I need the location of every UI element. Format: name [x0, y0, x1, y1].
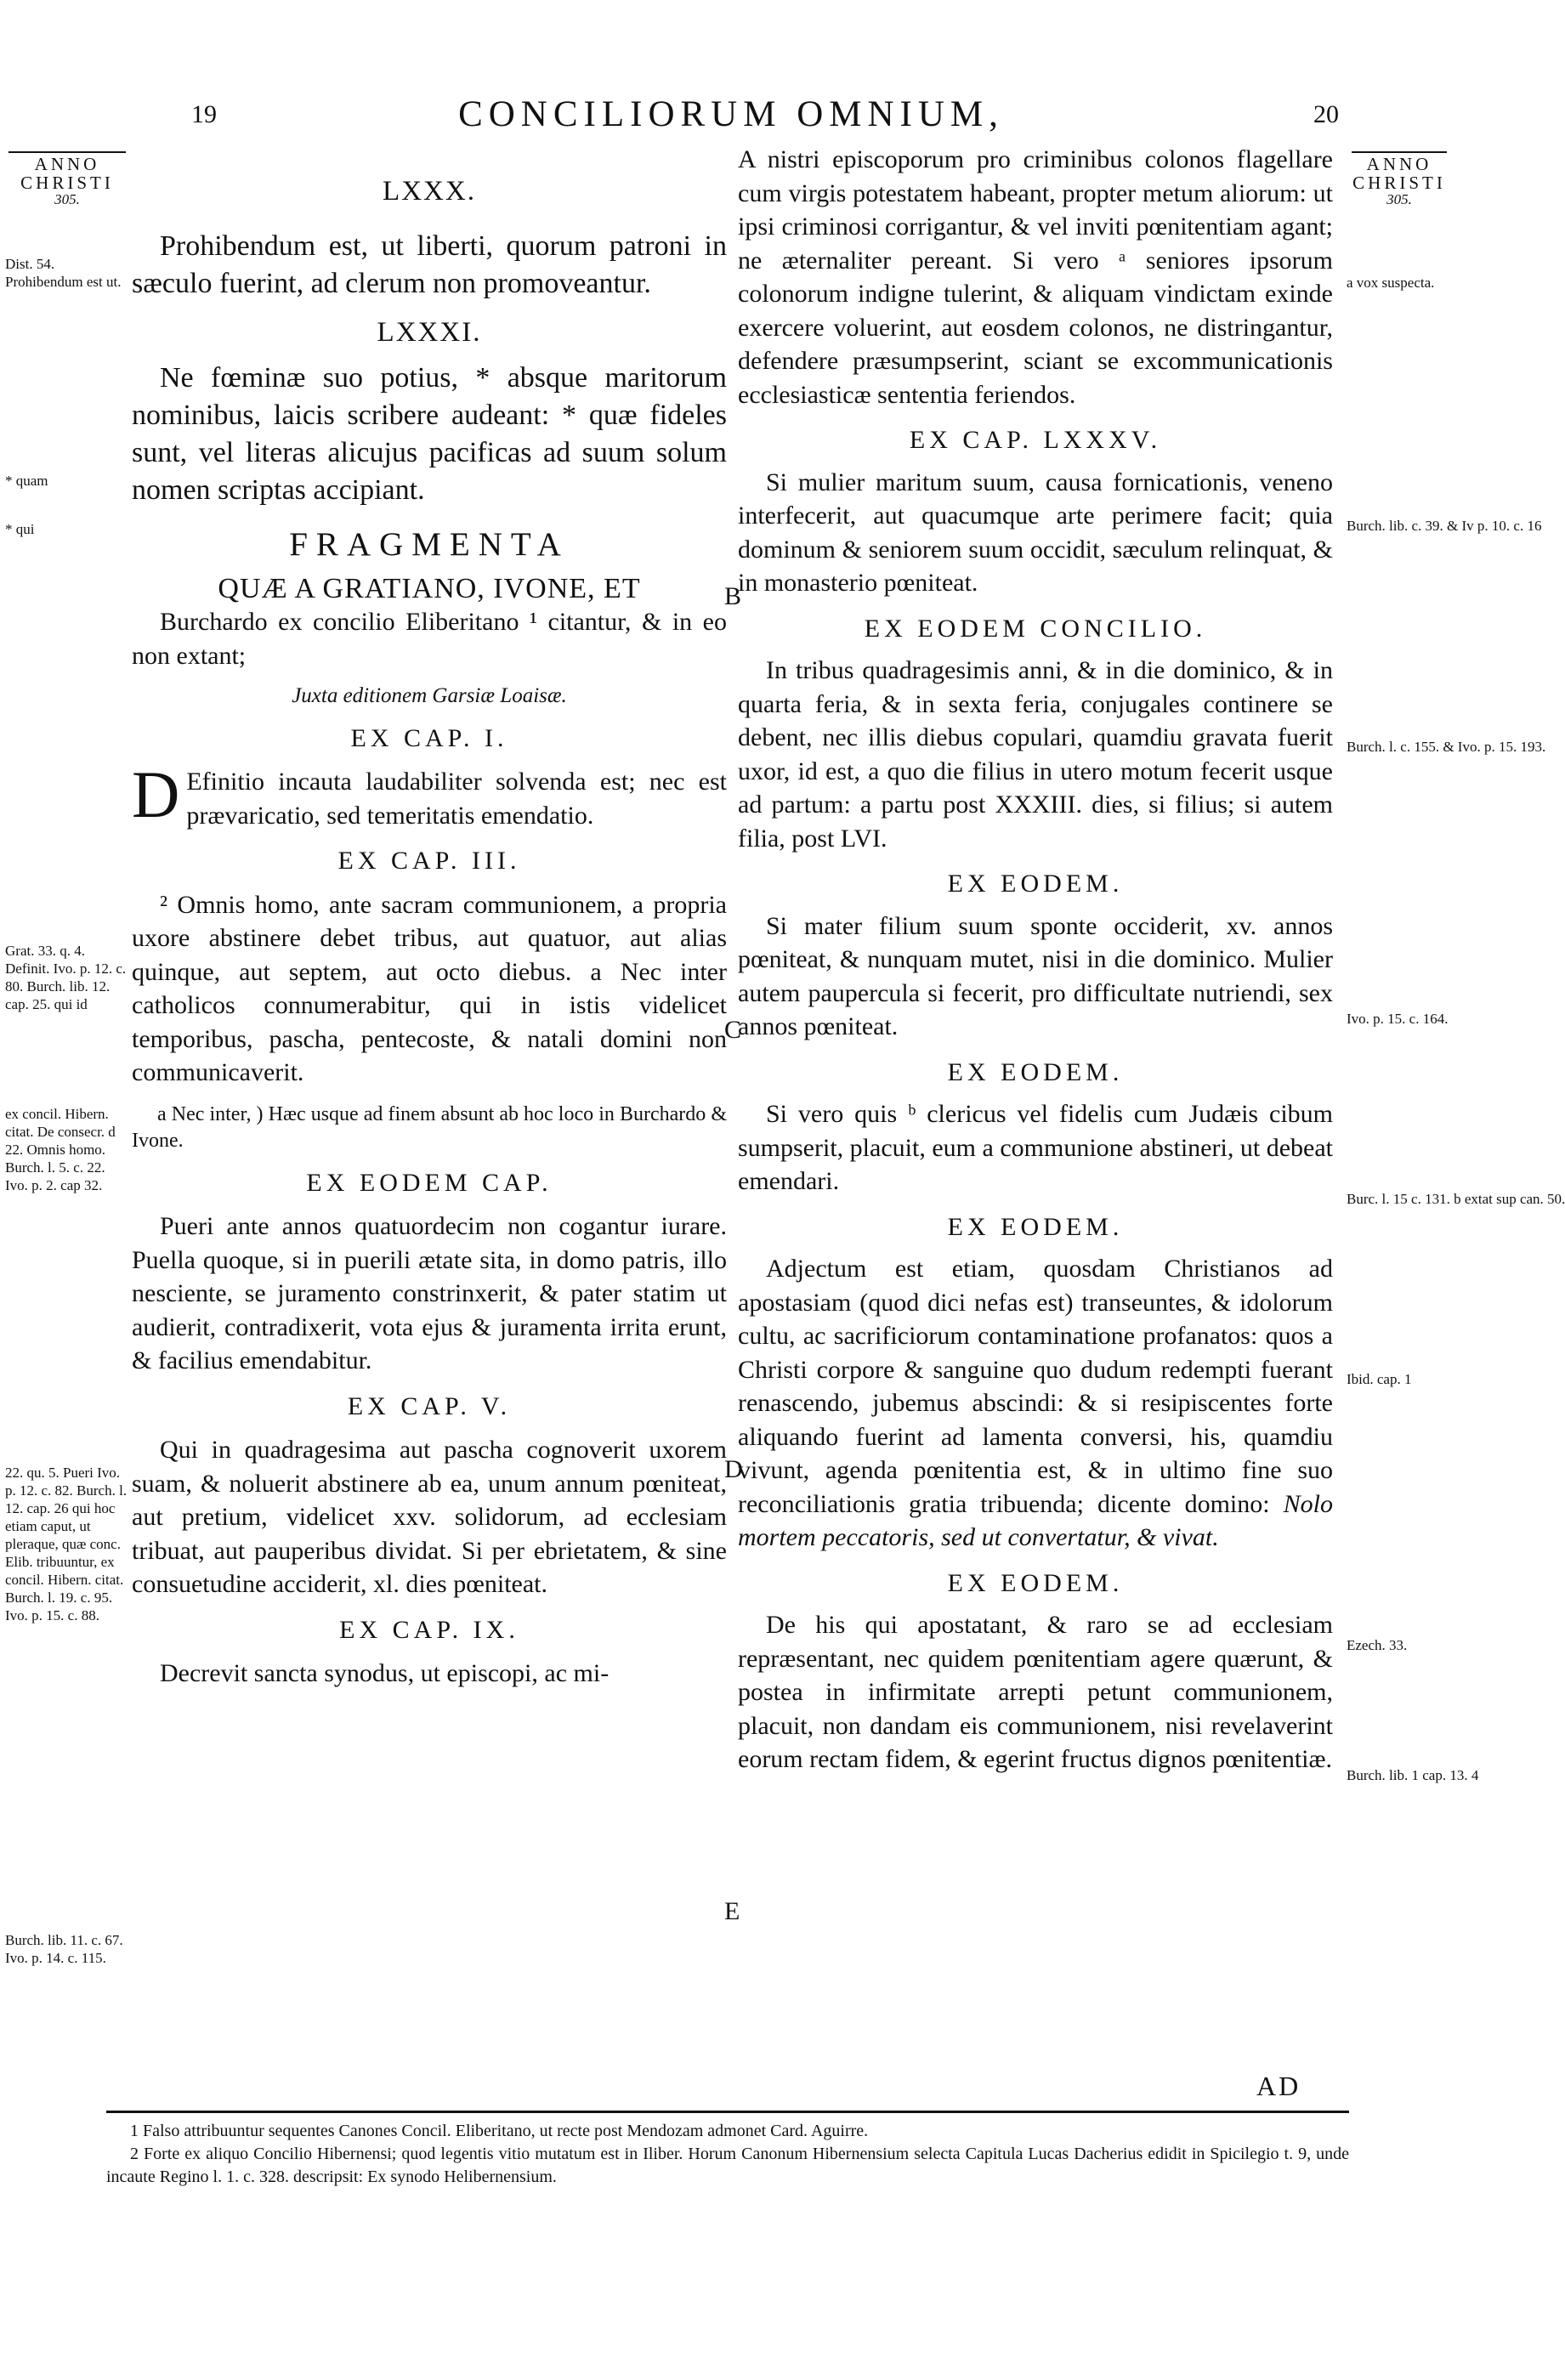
margin-note-left: ex concil. Hibern. citat. De consecr. d 22. Omnis homo. Burch. l. 5. c. 22. Ivo. p. 2. cap 32. — [5, 1106, 116, 1193]
eodem-1-heading: EX EODEM. — [947, 870, 1124, 898]
margin-note-right: Burch. l. c. 155. & Ivo. p. 15. 193. — [1347, 739, 1546, 755]
running-title: CONCILIORUM OMNIUM, — [458, 94, 1004, 134]
eodem-concilio-text: In tribus quadragesimis anni, & in die dominico, & in quarta feria, & in sexta feria, conjugales continere se debent, nec illis diebus copulari, quamdiu gravata fuerit uxor, id est, a quo die filius in utero motum fecerit usque ad partum: a partu post XXXIII. dies, si filius; si autem filia, post LVI. — [738, 656, 1333, 853]
cap-1-text: Efinitio incauta laudabiliter solvenda est; nec est prævaricatio, sed temeritatis emendatio. — [186, 768, 727, 830]
eodem-3-heading: EX EODEM. — [947, 1212, 1124, 1241]
eodem-cap-text: Pueri ante annos quatuordecim non cogantur iurare. Puella quoque, si in puerili ætate sita, in domo patris, illo nesciente, se juramento constrinxerit, & pater statim ut audierit, contradixerit, vota ejus & juramenta irrita erunt, & facilius emendabitur. — [132, 1212, 727, 1374]
margin-note-right: Ibid. cap. 1 — [1347, 1371, 1412, 1387]
eodem-cap-heading: EX EODEM CAP. — [306, 1168, 553, 1197]
catchword: AD — [1256, 2071, 1301, 2101]
anno-year: 305. — [54, 191, 80, 208]
footnote-divider — [106, 2111, 1349, 2113]
margin-note-right: a vox suspecta. — [1347, 275, 1435, 291]
cap-5-text: Qui in quadragesima aut pascha cognoverit uxorem suam, & noluerit abstinere ab ea, unum annum pœniteat, aut pretium, videlicet xxv. solidorum, ad ecclesiam tribuat, aut pauperibus dividat. Si per ebrietatem, & sine consuetudine acciderit, xl. dies pœniteat. — [132, 1436, 727, 1598]
section-marker-b: B — [724, 582, 742, 610]
eodem-concilio-heading: EX EODEM CONCILIO. — [864, 614, 1207, 643]
cap-3-text: ² Omnis homo, ante sacram communionem, a propria uxore abstinere debet tribus, aut quatuor, aut alias quinque, aut septem, aut octo diebus. a Nec inter catholicos connumerabitur, qui in istis videlicet temporibus, pascha, pentecoste, & natali domini non communicaverit. — [132, 890, 727, 1086]
canon-lxxx-heading: LXXX. — [383, 176, 476, 207]
eodem-2-text: Si vero quis ᵇ clericus vel fidelis cum Judæis cibum sumpserit, placuit, eum a communione abstineri, ut debeat emendari. — [738, 1100, 1333, 1195]
anno-year: 305. — [1386, 191, 1412, 208]
page-number-right: 20 — [1313, 100, 1339, 128]
eodem-2-heading: EX EODEM. — [947, 1057, 1124, 1086]
canon-lxxxi-text: Ne fœminæ suo potius, * absque maritorum nominibus, laicis scribere audeant: * quæ fideles sunt, vel literas alicujus pacificas ad suum solum nomen scriptas accipiant. — [132, 362, 727, 506]
margin-note-left: 22. qu. 5. Pueri Ivo. p. 12. c. 82. Burch. l. 12. cap. 26 qui hoc etiam caput, ut pleraque, quæ conc. Elib. tribuuntur, ex concil. Hibern. citat. Burch. l. 19. c. 95. Ivo. p. 15. c. 88. — [5, 1465, 128, 1624]
anno-label: ANNO CHRISTI — [1352, 154, 1446, 194]
cap-9-heading: EX CAP. IX. — [339, 1615, 519, 1644]
eodem-4-text: De his qui apostatant, & raro se ad ecclesiam repræsentant, nec quidem pœnitentiam agere quærunt, & postea in infirmitate arrepti petunt communionem, placuit, non dandam eis communionem, nisi revelaverint eorum rectam fidem, & egerint fructus dignos pœnitentiæ. — [738, 1611, 1333, 1773]
eodem-3-text: Adjectum est etiam, quosdam Christianos ad apostasiam (quod dici nefas est) transeuntes, & idolorum cultu, ac sacrificiorum contaminatione profanatos: quos a Christi corpore & sanguine quo dudum redempti fuerant renascendo, jubemus abscindi: & si resipiscentes forte aliquando fuerint ad lamenta conversi, his, quamdiu vivunt, agenda pœnitentia est, & in ultimo fine suo reconciliationis gratia tribuenda; dicente domino: — [738, 1255, 1333, 1518]
right-column — [738, 143, 1333, 1776]
margin-note-right: Ivo. p. 15. c. 164. — [1347, 1011, 1449, 1027]
eodem-3-paragraph — [738, 1252, 1333, 1555]
cap-1-heading: EX CAP. I. — [350, 723, 508, 752]
section-marker-e: E — [724, 1897, 740, 1925]
margin-note-right: Burc. l. 15 c. 131. b extat sup can. 50. — [1347, 1191, 1565, 1207]
margin-note-left: * qui — [5, 521, 35, 537]
cap-85-heading: EX CAP. LXXXV. — [909, 426, 1162, 454]
margin-note-right: Burch. lib. c. 39. & Iv p. 10. c. 16 — [1347, 518, 1542, 534]
margin-note-left: Grat. 33. q. 4. Definit. Ivo. p. 12. c. 80. Burch. lib. 12. cap. 25. qui id — [5, 943, 127, 1012]
cap-3-note: a Nec inter, ) Hæc usque ad finem absunt ab hoc loco in Burchardo & Ivone. — [132, 1102, 727, 1152]
canon-lxxx-text: Prohibendum est, ut liberti, quorum patroni in sæculo fuerint, ad clerum non promoveantur. — [132, 230, 727, 299]
anno-christi-left — [9, 151, 126, 207]
fragmenta-text: Burchardo ex concilio Eliberitano ¹ citantur, & in eo non extant; — [132, 608, 727, 670]
fragmenta-edition: Juxta editionem Garsiæ Loaisæ. — [292, 684, 567, 707]
left-column — [132, 143, 727, 1691]
cap-9-text: Decrevit sancta synodus, ut episcopi, ac mi- — [160, 1659, 610, 1687]
canon-lxxxi-heading: LXXXI. — [377, 316, 482, 348]
footnotes — [106, 2120, 1349, 2189]
continuation-text: A nistri episcoporum pro criminibus colonos flagellare cum virgis potestatem habeant, propter metum aliorum: ut ipsi criminosi corrigantur, & vel inviti pœnitentiam agant; ne æternaliter pereant. Si vero ᵃ seniores ipsorum colonorum indigne tulerint, & aliquam vindictam exinde exercere voluerint, aut eosdem colonos, ne distringantur, defendere præsumpserint, sciant se excommunicationis ecclesiasticæ sententia feriendos. — [738, 145, 1333, 409]
footnote-2: 2 Forte ex aliquo Concilio Hibernensi; quod legentis vitio mutatum est in Iliber. Horum Canonum Hibernensium selecta Capitula Lucas Dacherius edidit in Spicilegio t. 9, unde incaute Regino l. 1. c. 328. descripsit: Ex synodo Helibernensium. — [106, 2145, 1349, 2186]
page-number-left: 19 — [191, 100, 217, 128]
margin-note-left: Burch. lib. 11. c. 67. Ivo. p. 14. c. 115. — [5, 1932, 123, 1966]
cap-1-paragraph — [132, 757, 727, 832]
cap-3-heading: EX CAP. III. — [337, 847, 521, 875]
margin-note-left: Dist. 54. Prohibendum est ut. — [5, 256, 122, 290]
eodem-1-text: Si mater filium suum sponte occiderit, xv. annos pœniteat, & nunquam mutet, nisi in die dominico. Mulier autem paupercula si fecerit, pro difficultate nutriendi, sex annos pœniteat. — [738, 911, 1333, 1040]
drop-initial: D — [132, 757, 180, 831]
section-marker-c: C — [724, 1016, 742, 1044]
fragmenta-subheading: QUÆ A GRATIANO, IVONE, ET — [218, 572, 641, 604]
cap-85-text: Si mulier maritum suum, causa fornicationis, veneno interfecerit, aut quacumque arte perimere facit; quia dominum & seniorem suum occidit, sæculum relinquat, & in monasterio pœniteat. — [738, 468, 1333, 597]
anno-christi-right — [1352, 151, 1447, 207]
anno-label: ANNO CHRISTI — [20, 154, 114, 194]
fragmenta-heading: FRAGMENTA — [289, 526, 570, 563]
eodem-4-heading: EX EODEM. — [947, 1568, 1124, 1597]
eodem-3-quote: Nolo mortem peccatoris, sed ut convertatur, & vivat. — [738, 1489, 1333, 1551]
footnote-1: 1 Falso attribuuntur sequentes Canones Concil. Eliberitano, ut recte post Mendozam admonet Card. Aguirre. — [130, 2122, 869, 2140]
cap-5-heading: EX CAP. V. — [347, 1391, 512, 1420]
margin-note-right: Burch. lib. 1 cap. 13. 4 — [1347, 1767, 1479, 1783]
margin-note-right: Ezech. 33. — [1347, 1637, 1408, 1653]
section-marker-d: D — [724, 1455, 743, 1483]
margin-note-left: * quam — [5, 473, 48, 489]
